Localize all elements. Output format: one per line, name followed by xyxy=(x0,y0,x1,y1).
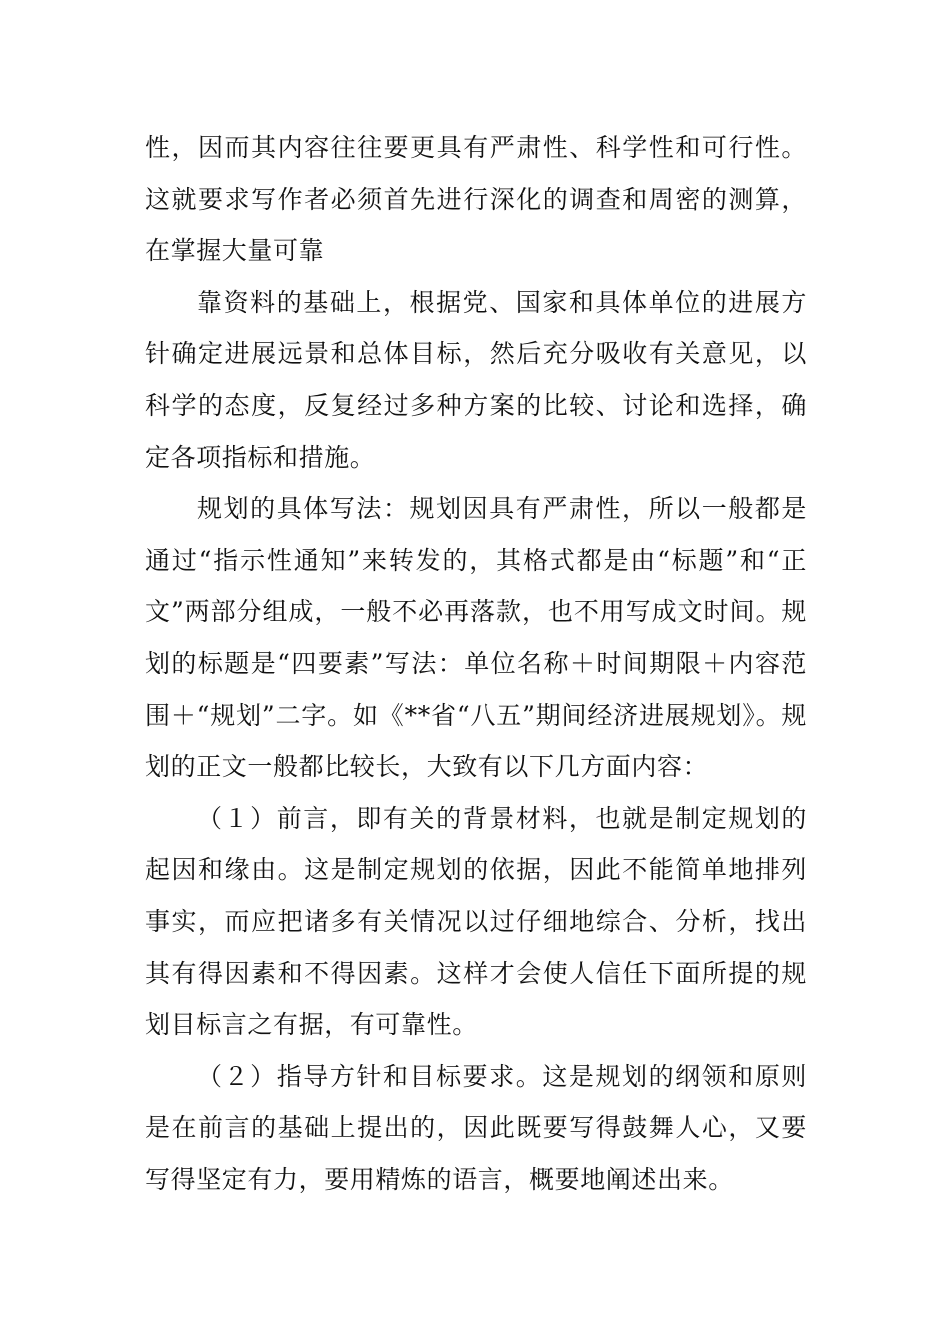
paragraph-writing-method: 规划的具体写法：规划因具有严肃性，所以一般都是通过“指示性通知”来转发的，其格式都是由“标题”和“正文”两部分组成，一般不必再落款，也不用写成文时间。规划的标题是“四要素”写法：单位名称＋时间期限＋内容范围＋“规划”二字。如《**省“八五”期间经济进展规划》。规划的正文一般都比较长，大致有以下几方面内容： xyxy=(145,494,807,782)
paragraph-continuation: 性，因而其内容往往要更具有严肃性、科学性和可行性。这就要求写作者必须首先进行深化的调查和周密的测算，在掌握大量可靠 xyxy=(145,133,807,266)
document-body xyxy=(145,122,807,1205)
paragraph-basis: 靠资料的基础上，根据党、国家和具体单位的进展方针确定进展远景和总体目标，然后充分吸收有关意见，以科学的态度，反复经过多种方案的比较、讨论和选择，确定各项指标和措施。 xyxy=(145,287,807,472)
paragraph-item-2-guiding-principles: （２）指导方针和目标要求。这是规划的纲领和原则是在前言的基础上提出的，因此既要写得鼓舞人心，又要写得坚定有力，要用精炼的语言，概要地阐述出来。 xyxy=(145,1061,807,1194)
paragraph-item-1-preface: （１）前言，即有关的背景材料，也就是制定规划的起因和缘由。这是制定规划的依据，因此不能简单地排列事实，而应把诸多有关情况以过仔细地综合、分析，找出其有得因素和不得因素。这样才会使人信任下面所提的规划目标言之有据，有可靠性。 xyxy=(145,803,807,1040)
